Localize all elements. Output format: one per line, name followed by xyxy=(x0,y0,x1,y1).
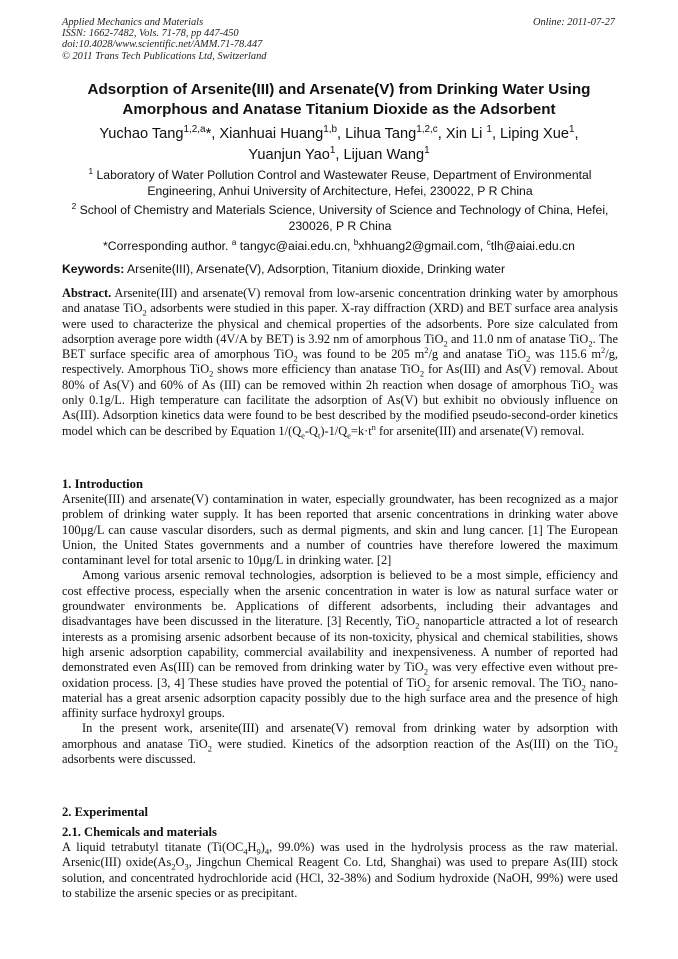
abstract xyxy=(62,286,618,439)
abstract-label: Abstract. xyxy=(62,286,112,300)
author-name: Xin Li xyxy=(445,126,487,142)
abstract-text: Arsenite(III) and arsenate(V) removal from low-arsenic concentration drinking water by amorphous and anatase TiO xyxy=(62,286,618,316)
chemicals-paragraph xyxy=(62,840,618,901)
separator: , xyxy=(337,126,346,142)
affiliation-1 xyxy=(70,165,610,199)
separator: , xyxy=(335,147,344,163)
subscript: 2 xyxy=(613,743,618,754)
email-a: tangyc@aiai.edu.cn, xyxy=(236,239,354,253)
paragraph-text: O xyxy=(175,855,185,870)
separator: , xyxy=(437,126,446,142)
subscript: 2 xyxy=(526,353,531,364)
subscript: 2 xyxy=(171,861,176,872)
abstract-text: /g, respectively. Amorphous TiO xyxy=(62,347,618,377)
affiliation-text: School of Chemistry and Materials Science, University of Science and Technology of China, Hefei, 230026, P R China xyxy=(76,203,609,233)
abstract-text: =k·t xyxy=(350,423,372,438)
paragraph-text: nano-material has a great arsenic adsorption capacity possibly due to the high surface area and the presence of high affinity surface hydroxyl groups. xyxy=(62,675,618,721)
paragraph: Arsenite(III) and arsenate(V) contamination in water, especially groundwater, has been recognized as a major problem of drinking water supply. It has been reported that arsenic concentrations in drinking water above 100μg/L can cause vascular disorders, such as dermal pigments, and skin and lung cancer. [1] The European Union, the United States governments and a number of countries have therefore lowered the maximum contaminant level for total arsenic to 10μg/L in drinking water. [2] xyxy=(62,492,618,568)
author-affil-sup: 1,2,a xyxy=(183,124,206,136)
email-marker: a xyxy=(231,236,237,247)
title-line-1: Adsorption of Arsenite(III) and Arsenate(V) from Drinking Water Using xyxy=(87,81,591,98)
subsection-heading-chemicals: 2.1. Chemicals and materials xyxy=(62,825,217,839)
abstract-text: adsorbents were studied in this paper. X-ray diffraction (XRD) and BET surface area analysis were used to characterize the physical and chemical properties of the adsorbents. Pore size calculated from adsorption average pore width (4V/A by BET) is 3.92 nm of amorphous TiO xyxy=(62,301,618,346)
corresponding-label: *Corresponding author. xyxy=(103,239,232,253)
abstract-text: was only 0.1g/L. High temperature can facilitate the adsorption of As(V) but exhibit no obviously influence on As(III). Adsorption kinetics data were found to be best described by the modified pseudo-second-order kinetics model which can be described by Equation 1/(Q xyxy=(62,377,618,438)
author-name: Liping Xue xyxy=(500,126,570,142)
subscript: 2 xyxy=(293,353,298,364)
abstract-text: -Q xyxy=(304,423,318,438)
subscript: 2 xyxy=(207,743,212,754)
subscript: 4 xyxy=(264,846,270,857)
paragraph xyxy=(62,721,618,767)
author-affil-sup: 1,2,c xyxy=(416,124,438,136)
paragraph-text: Among various arsenic removal technologies, adsorption is believed to be a most simple, efficiency and cost effective process, especially when the arsenic concentration in water is low as natural surface water or groundwater environments be. Applications of different adsorbents, including their advantages and disadvantages have been discussed in the literature. [3] Recently, TiO xyxy=(62,568,618,629)
issn-line: ISSN: 1662-7482, Vols. 71-78, pp 447-450 xyxy=(62,28,239,40)
affiliation-text: Laboratory of Water Pollution Control and Wastewater Reuse, Department of Environmental Engineering, Anhui University of Architecture, Hefei, 230022, P R China xyxy=(93,168,592,198)
keywords-label: Keywords: xyxy=(62,262,125,276)
subscript: 2 xyxy=(581,682,586,693)
subscript: t xyxy=(317,430,321,441)
abstract-text: was found to be 205 m xyxy=(297,347,425,362)
email-marker: c xyxy=(486,236,491,247)
paragraph-text: , 99.0%) was used in the hydrolysis process as the raw material. Arsenic(III) oxide(As xyxy=(62,840,618,870)
subscript: 3 xyxy=(184,861,189,872)
subscript: 2 xyxy=(423,666,429,677)
abstract-text: and 11.0 nm of anatase TiO xyxy=(447,331,589,346)
author-name: Xianhuai Huang xyxy=(219,126,324,142)
separator: , xyxy=(574,126,579,142)
abstract-text: for As(III) and As(V) removal. About 80% of As(V) and 60% of As (III) can be removed within 2h reaction when dosage of amorphous TiO xyxy=(62,362,618,392)
subscript: 2 xyxy=(426,682,431,693)
author-name: Lijuan Wang xyxy=(343,147,425,163)
superscript: 2 xyxy=(424,345,429,356)
corresponding-star: * xyxy=(205,126,212,142)
separator: , xyxy=(211,126,220,142)
journal-header xyxy=(62,17,266,62)
author-affil-sup: 1 xyxy=(486,124,492,136)
subscript: 2 xyxy=(209,368,214,379)
email-marker: b xyxy=(353,236,359,247)
section-heading-introduction: 1. Introduction xyxy=(62,477,143,491)
paragraph-text: were studied. Kinetics of the adsorption reaction of the As(III) on the TiO xyxy=(211,736,614,751)
abstract-text: /g and anatase TiO xyxy=(428,347,527,362)
affiliation-number: 1 xyxy=(88,165,94,176)
subscript: 2 xyxy=(590,384,595,395)
author-affil-sup: 1 xyxy=(329,145,336,157)
separator: , xyxy=(491,126,501,142)
paragraph xyxy=(62,568,618,721)
section-heading-experimental: 2. Experimental xyxy=(62,805,149,819)
abstract-text: shows more efficiency than anatase TiO xyxy=(213,362,420,377)
doi-line: doi:10.4028/www.scientific.net/AMM.71-78.447 xyxy=(62,39,263,51)
author-name: Yuanjun Yao xyxy=(248,147,330,163)
abstract-text: )-1/Q xyxy=(320,423,348,438)
author-name: Lihua Tang xyxy=(345,126,417,142)
superscript: n xyxy=(371,421,376,432)
author-name: Yuchao Tang xyxy=(99,126,184,142)
superscript: 2 xyxy=(601,345,606,356)
subscript: 9 xyxy=(256,846,261,857)
paragraph-text: was very effective even without pre-oxidation process. [3, 4] These studies have proved the potential of TiO xyxy=(62,660,618,690)
author-affil-sup: 1,b xyxy=(323,124,337,136)
paragraph-text: adsorbents were discussed. xyxy=(62,752,196,767)
affiliation-2 xyxy=(62,200,618,234)
subscript: e xyxy=(301,430,305,441)
online-date: Online: 2011-07-27 xyxy=(532,17,615,28)
subscript: e xyxy=(347,430,351,441)
abstract-text: . The BET surface specific area of amorphous TiO xyxy=(62,331,618,362)
paragraph-text: , Jingchun Chemical Reagent Co. Ltd, Shanghai) was used to prepare As(III) stock solution, and concentrated hydrochloride acid (HCl, 32-38%) and Sodium hydroxide (NaOH, 99%) were used to stabilize the arsenic species or as precipitant. xyxy=(62,855,618,900)
abstract-text: was 115.6 m xyxy=(530,347,602,362)
subscript: 4 xyxy=(243,846,248,857)
paragraph-text: A liquid tetrabutyl titanate (Ti(OC xyxy=(62,840,244,854)
subscript: 2 xyxy=(419,368,425,379)
author-affil-sup: 1 xyxy=(569,124,575,136)
paper-title xyxy=(40,80,638,120)
paragraph-text: In the present work, arsenite(III) and arsenate(V) removal from drinking water by adsorption with amorphous and anatase TiO xyxy=(62,721,618,751)
subscript: 2 xyxy=(415,620,420,631)
keywords-text: Arsenite(III), Arsenate(V), Adsorption, Titanium dioxide, Drinking water xyxy=(124,262,506,276)
paragraph-text: ) xyxy=(260,840,265,854)
abstract-text: for arsenite(III) and arsenate(V) removal. xyxy=(375,423,585,438)
paragraph-text: for arsenic removal. The TiO xyxy=(430,675,582,690)
author-affil-sup: 1 xyxy=(424,145,430,157)
email-b: xhhuang2@gmail.com, xyxy=(358,239,487,253)
paragraph-text: H xyxy=(247,840,257,854)
journal-name: Applied Mechanics and Materials xyxy=(62,17,204,28)
author-list xyxy=(50,124,628,166)
paragraph-text: nanoparticle attracted a lot of research interests as a promising arsenic adsorbent because of its non-toxicity, physical and chemical stabilities, shows high arsenic adsorption capability, commercial availability and inexpensiveness. A number of reported had demonstrated even As(III) can be removed from drinking water by TiO xyxy=(62,614,618,675)
subscript: 2 xyxy=(588,338,593,349)
email-c: tlh@aiai.edu.cn xyxy=(490,239,575,253)
keywords xyxy=(62,262,618,277)
subscript: 2 xyxy=(142,307,147,318)
affiliation-number: 2 xyxy=(71,200,77,211)
introduction-body xyxy=(62,492,618,767)
copyright-line: © 2011 Trans Tech Publications Ltd, Switzerland xyxy=(62,50,267,62)
subscript: 2 xyxy=(443,338,448,349)
corresponding-author xyxy=(60,236,618,254)
title-line-2: Amorphous and Anatase Titanium Dioxide as the Adsorbent xyxy=(122,101,556,118)
